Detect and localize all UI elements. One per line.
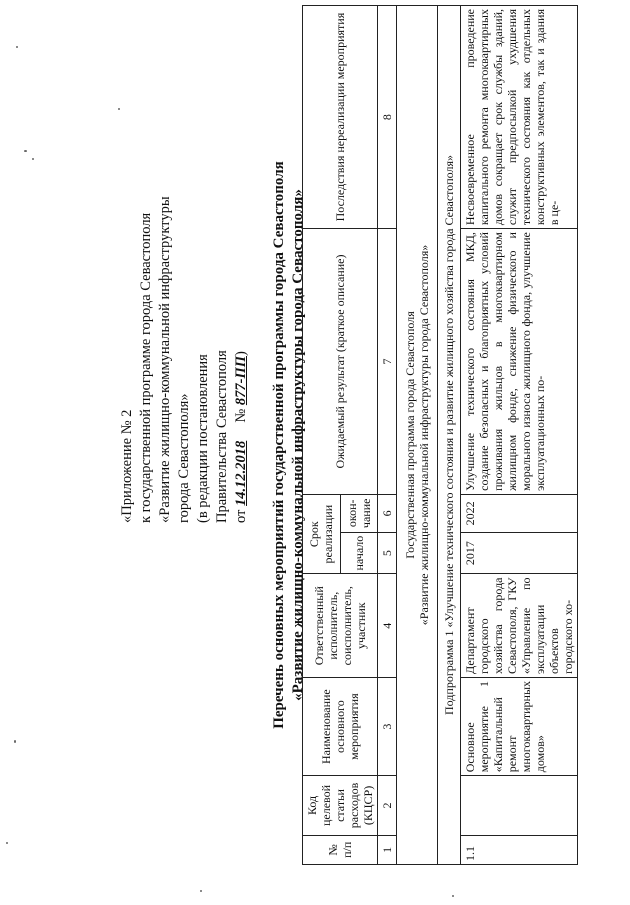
appendix-line: «Приложение № 2 <box>119 409 135 523</box>
scan-speck <box>24 150 27 152</box>
header-code: Код целевой статьи расходов (КЦСР) <box>303 776 378 835</box>
appendix-line: города Севастополя» <box>176 393 192 523</box>
row-num: 1.1 <box>461 835 578 864</box>
scan-speck <box>14 740 16 743</box>
appendix-block <box>118 93 251 523</box>
title-line: Перечень основных мероприятий государственной программы города Севастополя <box>271 161 287 729</box>
measures-table <box>302 5 578 865</box>
column-number: 1 <box>378 835 397 864</box>
program-line: Государственная программа города Севастополя <box>403 311 417 559</box>
header-end: окон-чание <box>340 494 378 532</box>
header-period: Срок реализации <box>303 494 341 574</box>
program-row <box>397 6 438 865</box>
row-result: Улучшение технического состояния МКД, создание безопасных и благоприятных условий проживания жильцов в многоквартирном жилищном фонде, снижение физического и морального износа жилищного фонда, улучшение эксплуатационных по- <box>461 229 578 495</box>
header-num: № п/п <box>303 835 378 864</box>
table-row <box>461 6 578 865</box>
header-responsible: Ответственный исполнитель, соисполнитель, участник <box>303 574 378 677</box>
row-end: 2022 <box>461 494 578 532</box>
row-code <box>461 776 578 835</box>
scan-speck <box>200 890 202 892</box>
scan-speck <box>6 842 8 844</box>
header-consequences: Последствия нереализации мероприятия <box>303 6 378 229</box>
appendix-line: Правительства Севастополя <box>214 350 230 523</box>
title-line: «Развитие жилищно-коммунальной инфраструктуры города Севастополя» <box>290 189 306 701</box>
scan-speck <box>118 108 120 110</box>
close-paren: ) <box>233 351 249 356</box>
scan-speck <box>16 46 18 48</box>
column-number-row <box>378 6 397 865</box>
program-line: «Развитие жилищно-коммунальной инфраструктуры города Севастополя» <box>417 244 431 626</box>
number-prefix: № <box>233 408 249 423</box>
header-start: начало <box>340 532 378 574</box>
column-number: 8 <box>378 6 397 229</box>
program-cell <box>397 6 438 865</box>
column-number: 3 <box>378 677 397 775</box>
handwritten-number: 877-ПП <box>233 355 249 406</box>
column-number: 7 <box>378 229 397 495</box>
row-consequences: Несвоевременное проведение капитального ремонта многоквартирных домов сокращает срок службы зданий, служит предпосылкой ухудшения технического состояния как отдельных конструктивных элементов, так и здания в це- <box>461 6 578 229</box>
row-start: 2017 <box>461 532 578 574</box>
appendix-date-line <box>232 93 251 523</box>
table-header-row <box>303 6 341 865</box>
appendix-line: (в редакции постановления <box>195 354 211 523</box>
date-prefix: от <box>233 509 249 523</box>
column-number: 4 <box>378 574 397 677</box>
header-result: Ожидаемый результат (краткое описание) <box>303 229 378 495</box>
subprogram-row <box>438 6 461 865</box>
subprogram-cell: Подпрограмма 1 «Улучшение технического состояния и развитие жилищного хозяйства города Севастополя» <box>438 6 461 865</box>
appendix-line: к государственной программе города Севастополя <box>138 212 154 523</box>
scan-speck <box>452 895 454 897</box>
column-number: 5 <box>378 532 397 574</box>
column-number: 2 <box>378 776 397 835</box>
row-name: Основное мероприятие 1 «Капитальный ремонт многоквартирных домов» <box>461 677 578 775</box>
handwritten-date: 14.12.2018 <box>233 440 249 506</box>
appendix-line: «Развитие жилищно-коммунальной инфраструктуры <box>157 196 173 523</box>
header-name: Наименование основного мероприятия <box>303 677 378 775</box>
scan-speck <box>32 158 34 160</box>
column-number: 6 <box>378 494 397 532</box>
row-responsible: Департамент городского хозяйства города Севастополя, ГКУ «Управление по эксплуатации объектов городского хо- <box>461 574 578 677</box>
